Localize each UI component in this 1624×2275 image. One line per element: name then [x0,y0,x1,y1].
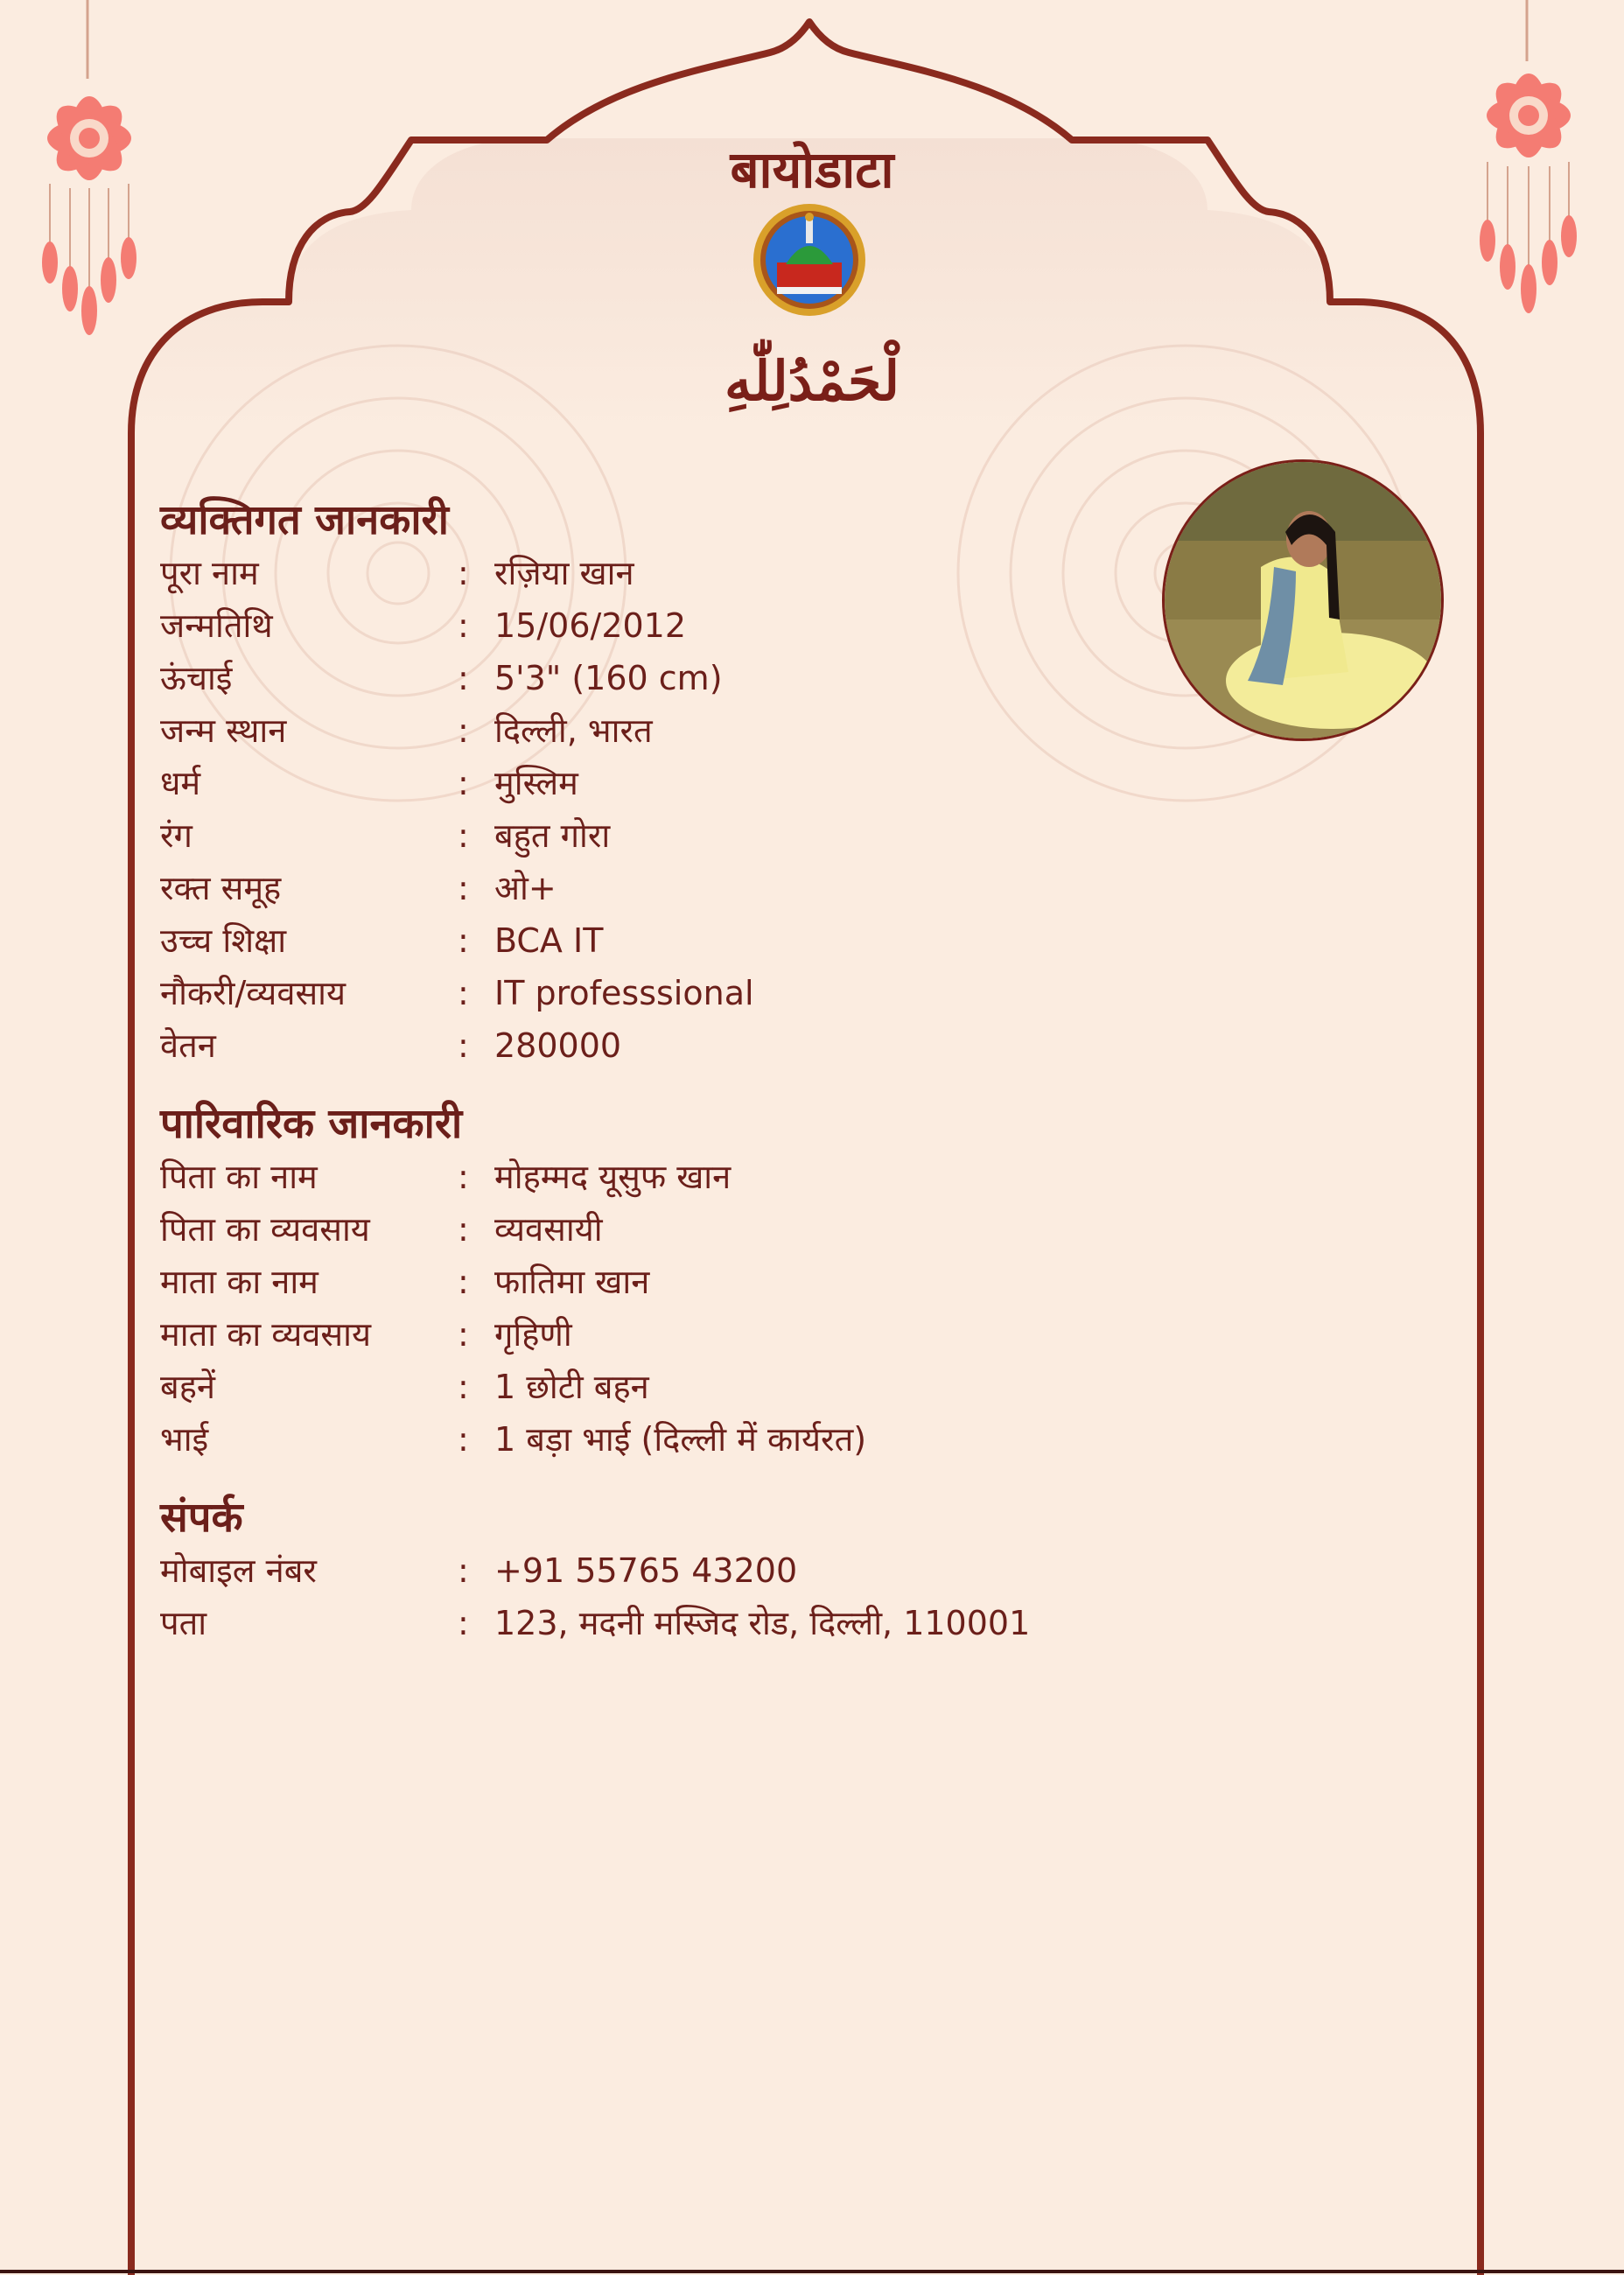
field-separator: : [458,1210,469,1249]
arabic-heading: لْحَمْدُلِلّٰهِ [724,349,900,413]
field-label: नौकरी/व्यवसाय [160,974,346,1012]
info-row [160,809,1473,862]
info-row [160,862,1473,914]
field-label: पिता का व्यवसाय [160,1210,370,1249]
field-separator: : [458,711,469,750]
field-label: रंग [160,816,192,855]
section-title: संपर्क [160,1494,243,1542]
field-value: 5'3" (160 cm) [494,659,723,697]
field-label: भाई [160,1420,209,1459]
field-value: गृहिणी [494,1315,572,1354]
info-row [160,757,1473,809]
section-title: पारिवारिक जानकारी [160,1100,463,1148]
field-separator: : [458,1158,469,1196]
field-value: मुस्लिम [494,764,578,802]
info-row [160,1361,1473,1413]
info-row [160,1256,1473,1308]
field-value: IT professsional [494,974,754,1012]
field-label: पता [160,1604,207,1642]
field-label: धर्म [160,764,201,802]
field-label: मोबाइल नंबर [160,1551,317,1590]
info-row [160,1544,1473,1597]
info-row [160,1203,1473,1256]
info-row [160,599,1473,652]
section-0 [160,494,1473,1072]
field-value: +91 55765 43200 [494,1551,798,1590]
field-separator: : [458,764,469,802]
section-2 [160,1492,1473,1649]
field-value: व्यवसायी [494,1210,603,1249]
field-separator: : [458,816,469,855]
field-separator: : [458,974,469,1012]
field-separator: : [458,606,469,645]
field-value: रज़िया खान [494,554,634,592]
field-separator: : [458,1420,469,1459]
info-row [160,914,1473,967]
field-value: ओ+ [494,869,556,907]
info-row [160,1151,1473,1203]
field-separator: : [458,1263,469,1301]
info-row [160,652,1473,704]
info-row [160,704,1473,757]
field-label: माता का व्यवसाय [160,1315,371,1354]
field-value: मोहम्मद यूसुफ खान [494,1158,732,1196]
field-separator: : [458,1026,469,1065]
field-value: 15/06/2012 [494,606,687,645]
field-separator: : [458,1315,469,1354]
field-value: 123, मदनी मस्जिद रोड, दिल्ली, 110001 [494,1604,1031,1642]
info-row [160,967,1473,1019]
field-label: ऊंचाई [160,659,233,697]
field-label: बहनें [160,1368,215,1406]
field-label: वेतन [160,1026,216,1065]
page-title: बायोडाटा [730,140,894,200]
field-value: फातिमा खान [494,1263,650,1301]
info-row [160,1413,1473,1466]
info-row [160,1597,1473,1649]
field-separator: : [458,869,469,907]
biodata-content [160,494,1473,1676]
field-label: माता का नाम [160,1263,318,1301]
field-separator: : [458,1604,469,1642]
field-value: दिल्ली, भारत [494,711,653,750]
section-title: व्यक्तिगत जानकारी [160,496,449,544]
field-value: BCA IT [494,921,604,960]
field-label: पिता का नाम [160,1158,318,1196]
field-separator: : [458,1551,469,1590]
info-row [160,1308,1473,1361]
field-separator: : [458,1368,469,1406]
field-label: उच्च शिक्षा [160,921,287,960]
field-separator: : [458,554,469,592]
field-value: 280000 [494,1026,622,1065]
field-value: 1 बड़ा भाई (दिल्ली में कार्यरत) [494,1420,867,1459]
field-label: जन्मतिथि [160,606,273,645]
field-separator: : [458,659,469,697]
field-value: बहुत गोरा [494,816,611,855]
field-label: जन्म स्थान [160,711,287,750]
field-value: 1 छोटी बहन [494,1368,649,1406]
green-dome-emblem-icon [751,201,868,318]
field-label: पूरा नाम [160,554,259,592]
section-1 [160,1098,1473,1466]
info-row [160,547,1473,599]
field-separator: : [458,921,469,960]
info-row [160,1019,1473,1072]
field-label: रक्त समूह [160,869,282,907]
